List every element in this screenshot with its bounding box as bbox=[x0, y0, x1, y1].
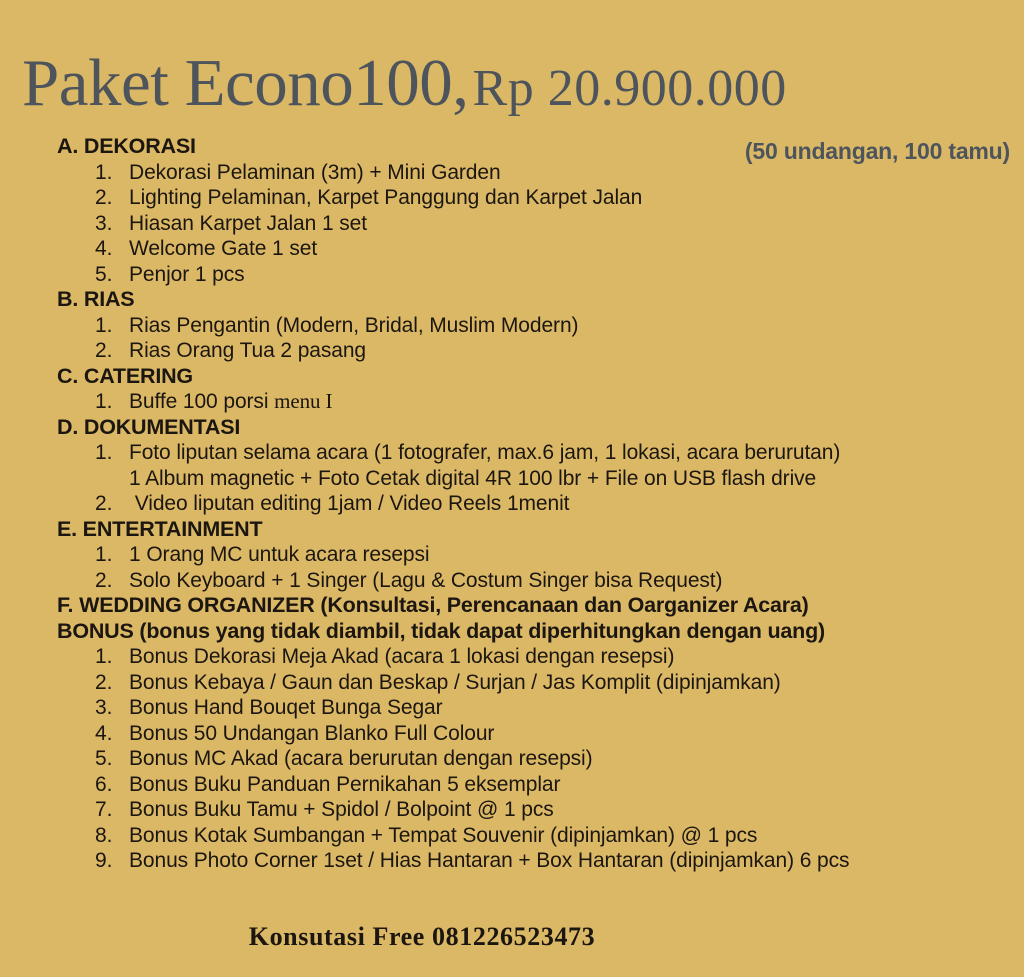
list-item bbox=[0, 568, 1024, 594]
list-item-number: 4. bbox=[95, 721, 113, 745]
list-item-number: 1. bbox=[95, 441, 113, 464]
list-item-text: Solo Keyboard + 1 Singer (Lagu & Costum Singer bisa Request) bbox=[129, 568, 723, 592]
list-item-number: 2. bbox=[95, 568, 113, 592]
package-sections bbox=[0, 134, 1024, 874]
list-item-number: 2. bbox=[95, 492, 113, 515]
list-item bbox=[0, 721, 1024, 747]
list-item-number: 3. bbox=[95, 696, 113, 719]
list-item-text: Hiasan Karpet Jalan 1 set bbox=[129, 211, 367, 235]
list-item-text: Dekorasi Pelaminan (3m) + Mini Garden bbox=[129, 160, 501, 184]
list-item-text: Bonus Dekorasi Meja Akad (acara 1 lokasi dengan resepsi) bbox=[129, 645, 675, 668]
list-item bbox=[0, 185, 1024, 211]
list-item-number: 1. bbox=[95, 390, 113, 413]
list-item-text: Penjor 1 pcs bbox=[129, 262, 245, 286]
list-item-number: 2. bbox=[95, 339, 113, 362]
list-item bbox=[0, 542, 1024, 568]
package-title: Paket Econo100, bbox=[22, 46, 469, 120]
list-item-text: 1 Orang MC untuk acara resepsi bbox=[129, 543, 430, 566]
list-item-number: 1. bbox=[95, 313, 113, 337]
section-heading: E. ENTERTAINMENT bbox=[57, 516, 263, 541]
list-item bbox=[0, 644, 1024, 670]
list-item-text: Buffe 100 porsi bbox=[129, 390, 275, 413]
flyer-footer bbox=[0, 922, 1024, 952]
list-item bbox=[0, 772, 1024, 798]
section-heading: BONUS (bonus yang tidak diambil, tidak dapat diperhitungkan dengan uang) bbox=[57, 618, 826, 643]
list-item-text: Bonus Kebaya / Gaun dan Beskap / Surjan / Jas Komplit (dipinjamkan) bbox=[129, 670, 781, 694]
list-item-text: Bonus Buku Tamu + Spidol / Bolpoint @ 1 pcs bbox=[129, 798, 554, 821]
list-item bbox=[0, 211, 1024, 237]
list-item-subline: 1 Album magnetic + Foto Cetak digital 4R 100 lbr + File on USB flash drive bbox=[129, 466, 817, 490]
list-item bbox=[0, 823, 1024, 849]
section-heading: A. DEKORASI bbox=[57, 134, 196, 158]
section-heading: C. CATERING bbox=[57, 363, 193, 388]
list-item-text: Lighting Pelaminan, Karpet Panggung dan Karpet Jalan bbox=[129, 186, 643, 209]
list-item bbox=[0, 313, 1024, 339]
list-item-number: 1. bbox=[95, 543, 113, 566]
section-heading: B. RIAS bbox=[57, 287, 135, 311]
list-item-number: 9. bbox=[95, 849, 113, 872]
list-item bbox=[0, 695, 1024, 721]
list-item-number: 8. bbox=[95, 823, 113, 847]
list-item-text: Rias Orang Tua 2 pasang bbox=[129, 339, 367, 362]
list-item bbox=[0, 491, 1024, 517]
title-row bbox=[22, 46, 787, 120]
guest-capacity-note: (50 undangan, 100 tamu) bbox=[744, 138, 1010, 164]
list-item-number: 7. bbox=[95, 798, 113, 821]
section-heading: F. WEDDING ORGANIZER (Konsultasi, Perencanaan dan Oarganizer Acara) bbox=[57, 593, 809, 617]
list-item-text: Welcome Gate 1 set bbox=[129, 237, 318, 260]
list-item-text-serif: menu I bbox=[274, 389, 333, 413]
list-item bbox=[0, 262, 1024, 288]
list-item bbox=[0, 389, 1024, 415]
list-item bbox=[0, 746, 1024, 772]
list-item-number: 1. bbox=[95, 160, 113, 184]
list-item-text: Bonus Photo Corner 1set / Hias Hantaran + Box Hantaran (dipinjamkan) 6 pcs bbox=[129, 849, 850, 872]
list-item-number: 6. bbox=[95, 772, 113, 796]
list-item-number: 5. bbox=[95, 747, 113, 770]
list-item-number: 5. bbox=[95, 262, 113, 286]
list-item-text: Bonus Kotak Sumbangan + Tempat Souvenir (dipinjamkan) @ 1 pcs bbox=[129, 823, 758, 847]
list-item-number: 4. bbox=[95, 237, 113, 260]
list-item-text: Bonus MC Akad (acara berurutan dengan resepsi) bbox=[129, 747, 593, 770]
list-item bbox=[0, 160, 1024, 186]
list-item-text: Bonus Buku Panduan Pernikahan 5 eksemplar bbox=[129, 772, 561, 796]
list-item-text: Bonus 50 Undangan Blanko Full Colour bbox=[129, 721, 495, 745]
list-item-number: 1. bbox=[95, 645, 113, 668]
list-item bbox=[0, 797, 1024, 823]
list-item-number: 3. bbox=[95, 211, 113, 235]
list-item bbox=[0, 670, 1024, 696]
list-item bbox=[0, 848, 1024, 874]
list-item-number: 2. bbox=[95, 670, 113, 694]
list-item bbox=[0, 440, 1024, 466]
list-item bbox=[0, 338, 1024, 364]
contact-info: Konsutasi Free 081226523473 bbox=[248, 922, 596, 951]
package-price: Rp 20.900.000 bbox=[472, 60, 787, 117]
list-item-text: Video liputan editing 1jam / Video Reels 1menit bbox=[129, 492, 570, 515]
list-item-text: Bonus Hand Bouqet Bunga Segar bbox=[129, 696, 443, 719]
list-item-number: 2. bbox=[95, 186, 113, 209]
list-item-text: Foto liputan selama acara (1 fotografer, max.6 jam, 1 lokasi, acara berurutan) bbox=[129, 441, 841, 464]
section-heading: D. DOKUMENTASI bbox=[57, 414, 241, 439]
list-item bbox=[0, 236, 1024, 262]
list-item-text: Rias Pengantin (Modern, Bridal, Muslim Modern) bbox=[129, 313, 579, 337]
